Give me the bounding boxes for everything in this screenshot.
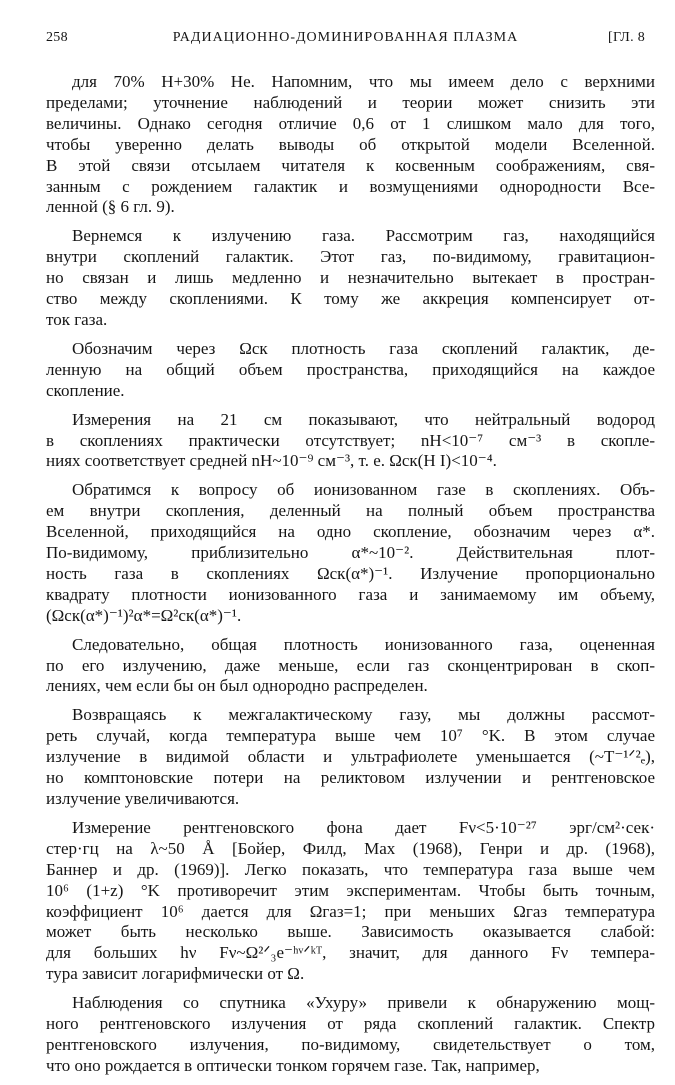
running-header [46,30,645,54]
text-line: квадрату плотности ионизованного газа и занимаемому им объему, [46,584,655,604]
body-text [46,72,655,1085]
text-line: коэффициент 10⁶ дается для Ωгаз=1; при меньших Ωгаз температура [46,901,655,921]
text-line: Следовательно, общая плотность ионизованного газа, оцененная [72,634,655,654]
text-line: пределами; уточнение наблюдений и теории может снизить эти [46,92,655,112]
text-line: для больших hν Fν~Ω²ᐟ₃e⁻ʰᵛᐟᵏᵀ, значит, для данного Fν темпера- [46,943,655,963]
text-line: но комптоновские потери на реликтовом излучении и рентгеновское [46,768,655,788]
text-line: излучение в видимой области и ультрафиолете уменьшается (~T⁻¹ᐟ²ₑ), [46,747,655,767]
paragraph [46,226,655,331]
paragraph [46,339,655,402]
paragraph [46,410,655,473]
text-line: занным с рождением галактик и возмущениями однородности Все- [46,176,655,196]
text-line: в скоплениях практически отсутствует; nH<10⁻⁷ см⁻³ в скопле- [46,430,655,450]
text-line: ниях соответствует средней nH~10⁻⁹ см⁻³, т. е. Ωск(H I)<10⁻⁴. [46,451,497,471]
text-line: Измерение рентгеновского фона дает Fν<5·10⁻²⁷ эрг/см²·сек· [72,817,655,837]
text-line: ство между скоплениями. К тому же аккреция компенсирует от- [46,289,655,309]
text-line: По-видимому, приблизительно α*~10⁻². Действительная плот- [46,543,655,563]
text-line: реть случай, когда температура выше чем 10⁷ °K. В этом случае [46,726,655,746]
text-line: ток газа. [46,309,108,329]
text-line: В этой связи отсылаем читателя к косвенным соображениям, свя- [46,155,655,175]
text-line: может быть несколько выше. Зависимость оказывается слабой: [46,922,655,942]
text-line: рентгеновского излучения, по-видимому, свидетельствует о том, [46,1034,655,1054]
text-line: Обратимся к вопросу об ионизованном газе в скоплениях. Объ- [72,480,655,500]
text-line: Обозначим через Ωск плотность газа скоплений галактик, де- [72,338,655,358]
text-line: что оно рождается в оптически тонком горячем газе. Так, например, [46,1055,540,1075]
running-title: РАДИАЦИОННО-ДОМИНИРОВАННАЯ ПЛАЗМА [172,30,519,45]
text-line: ленную на общий объем пространства, приходящийся на каждое [46,359,655,379]
text-line: тура зависит логарифмически от Ω. [46,964,305,984]
text-line: Возвращаясь к межгалактическому газу, мы должны рассмот- [72,705,655,725]
chapter-label: [ГЛ. 8 [608,30,645,45]
text-line: Вселенной, приходящийся на одно скопление, обозначим через α*. [46,522,655,542]
text-line: ность газа в скоплениях Ωск(α*)⁻¹. Излучение пропорционально [46,563,655,583]
text-line: но связан и лишь медленно и незначительно вытекает в простран- [46,268,655,288]
paragraph [46,705,655,810]
text-line: чтобы уверенно делать выводы об открытой модели Вселенной. [46,134,655,154]
paragraph [46,993,655,1077]
text-line: (Ωск(α*)⁻¹)²α*=Ω²ск(α*)⁻¹. [46,605,242,625]
text-line: излучение увеличиваются. [46,789,240,808]
text-line: по его излучению, даже меньше, если газ сконцентрирован в скоп- [46,655,655,675]
text-line: Измерения на 21 см показывают, что нейтральный водород [72,409,655,429]
page-number: 258 [46,30,68,45]
paragraph [46,480,655,626]
text-line: лениях, чем если бы он был однородно распределен. [46,676,428,696]
text-line: ного рентгеновского излучения от ряда скоплений галактик. Спектр [46,1014,655,1034]
text-line: внутри скоплений галактик. Этот газ, по-видимому, гравитацион- [46,247,655,267]
text-line: скопление. [46,380,125,400]
text-line: ем внутри скопления, деленный на полный объем пространства [46,501,655,521]
text-line: ленной (§ 6 гл. 9). [46,197,175,217]
paragraph [46,635,655,698]
paragraph [46,72,655,218]
text-line: Баннер и др. (1969)]. Легко показать, что температура газа выше чем [46,859,655,879]
text-line: Наблюдения со спутника «Ухуру» привели к обнаружению мощ- [72,993,655,1013]
text-line: 10⁶ (1+z) °K противоречит этим экспериментам. Чтобы быть точным, [46,880,655,900]
paragraph [46,818,655,985]
text-line: Вернемся к излучению газа. Рассмотрим газ, находящийся [72,226,655,246]
text-line: для 70% H+30% He. Напомним, что мы имеем дело с верхними [72,72,655,91]
text-line: величины. Однако сегодня отличие 0,6 от 1 слишком мало для того, [46,113,655,133]
text-line: стер·гц на λ~50 Å [Бойер, Филд, Мах (1968), Генри и др. (1968), [46,838,655,858]
